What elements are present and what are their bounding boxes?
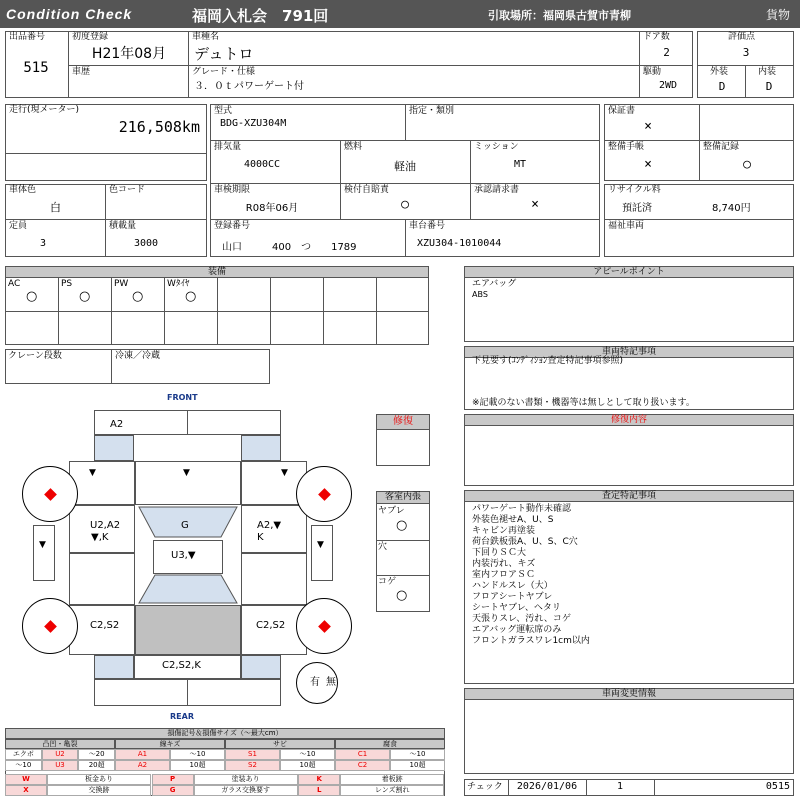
assessment-line: エアバッグ運転席のみ [472, 625, 562, 635]
freezer-label: 冷凍／冷蔵 [115, 351, 161, 361]
approval-label: 承認請求書 [474, 185, 520, 195]
vehicle-name: デュトロ [194, 45, 254, 63]
chassis: XZU304-1010044 [417, 238, 502, 249]
legend-code: L [298, 785, 340, 796]
liability-label: 検付自賠責 [344, 185, 390, 195]
equip-pw-mark: ○ [132, 289, 144, 304]
int-label: 内装 [758, 67, 777, 77]
ext-grade: D [718, 80, 726, 93]
equip-wtire-mark: ○ [185, 289, 197, 304]
legend-cell: C1 [335, 749, 390, 760]
wheel-front-left [22, 466, 78, 522]
part-bed [135, 605, 241, 655]
assessment-line: キャビン再塗装 [472, 526, 536, 536]
mileage-box [5, 104, 207, 181]
load-label: 積載量 [109, 221, 137, 231]
equip-wtire-label: Wﾀｲﾔ [167, 279, 190, 289]
assessment-line: 天張りスレ、汚れ、コゲ [472, 614, 571, 624]
history-label: 車歴 [72, 67, 91, 77]
assessment-line: フロントガラスワレ1cm以内 [472, 636, 590, 646]
chassis-label: 車台番号 [409, 221, 446, 231]
warranty-label: 保証書 [608, 106, 636, 116]
front-label: FRONT [167, 393, 198, 402]
mark-cf: ▼ [183, 468, 190, 478]
part-left-front-fender [69, 461, 135, 505]
part-g: G [181, 520, 189, 531]
equip-ps-mark: ○ [79, 289, 91, 304]
part-c2-rear: C2,S2,K [162, 660, 201, 671]
equip-title: 装備 [5, 266, 429, 278]
fix-label: 修復 [376, 414, 430, 430]
burn-label: コゲ [378, 577, 397, 587]
inspection-expiry: R08年06月 [245, 203, 299, 214]
legend-code-desc: 交換跡 [47, 785, 151, 796]
legend-cell: S2 [225, 760, 280, 771]
spare-existence: 有 [310, 677, 320, 688]
first-reg: H21年08月 [91, 46, 167, 62]
assessment-line: ハンドルスレ（大） [472, 581, 553, 591]
capacity-label: 定員 [9, 221, 28, 231]
doors: 2 [663, 46, 670, 59]
name-label: 車種名 [192, 32, 220, 42]
ext-label: 外装 [710, 67, 729, 77]
part-c2-left: C2,S2 [90, 620, 120, 631]
part-c2-right: C2,S2 [256, 620, 286, 631]
legend-group-2: サビ [225, 739, 335, 749]
color-code-label: 色コード [109, 185, 146, 195]
cabin-label: 客室内張 [376, 491, 430, 504]
wheel-rear-right [296, 598, 352, 654]
mission: MT [513, 159, 527, 170]
special-line: 下見要す(ｺﾝﾃﾞｨｼｮﾝ査定特記事項参照) [472, 356, 624, 366]
plate: 山口 400 つ 1789 [222, 242, 357, 253]
hole-label: 穴 [378, 542, 388, 552]
color-label: 車体色 [9, 185, 37, 195]
welfare-label: 福祉車両 [608, 221, 645, 231]
repair-title: 修復内容 [464, 414, 794, 426]
inspect-label: 車検期限 [214, 185, 251, 195]
legend-cell: 〜10 [390, 749, 445, 760]
plate-label: 登録番号 [214, 221, 251, 231]
tear-mark: ○ [396, 518, 408, 533]
assessment-line: フロアシートヤブレ [472, 592, 553, 602]
legend-cell: 〜10 [170, 749, 225, 760]
assessment-line: 荷台鉄板張A、U、S、C穴 [472, 537, 578, 547]
mileage: 216,508km [118, 118, 200, 136]
legend-cell: 〜10 [5, 760, 42, 771]
legend-cell: 10超 [390, 760, 445, 771]
legend-cell: エクボ [5, 749, 42, 760]
equip-pw-label: PW [114, 279, 129, 289]
drive-label: 駆動 [643, 67, 662, 77]
mark-right-mirror: ▼ [317, 540, 324, 550]
lot-number: 515 [23, 60, 49, 76]
equip-ac-mark: ○ [26, 289, 38, 304]
wheel-front-right [296, 466, 352, 522]
grade-label: グレード・仕様 [192, 67, 256, 77]
part-u2-left: U2,A2 [90, 520, 121, 531]
part-u2-left-b: ▼,K [91, 532, 109, 543]
mark-rf: ▼ [281, 468, 288, 478]
warranty: × [644, 119, 652, 134]
doors-label: ドア数 [643, 32, 670, 42]
spec-label: 指定・類別 [409, 106, 455, 116]
legend-group-1: 線キズ [115, 739, 225, 749]
recycle-label: リサイクル料 [608, 185, 661, 195]
burn-mark: ○ [396, 588, 408, 603]
legend-code-desc: 着板跡 [340, 774, 444, 785]
special-title: 車両特記事項 [464, 346, 794, 358]
crane-label: クレーン段数 [8, 351, 62, 361]
record-label: 整備記録 [703, 142, 740, 152]
check-num: 1 [616, 781, 624, 792]
lot-label: 出品番号 [9, 32, 46, 42]
legend-title: 損傷記号＆損傷サイズ（〜最大cm） [5, 728, 445, 739]
auction-name: 福岡入札会 791回 [192, 7, 329, 25]
model-label: 型式 [214, 106, 233, 116]
legend-group-3: 腐食 [335, 739, 445, 749]
check-date: 2026/01/06 [516, 781, 578, 792]
legend-code-desc: レンズ割れ [340, 785, 444, 796]
part-u3: U3,▼ [171, 550, 196, 561]
assessment-title: 査定特記事項 [464, 490, 794, 502]
assessment-line: 外装色褪せA、U、S [472, 515, 554, 525]
equip-ac-label: AC [8, 279, 21, 289]
mission-label: ミッション [474, 142, 519, 152]
legend-code: G [152, 785, 194, 796]
capacity: 3 [39, 238, 47, 249]
fuel-label: 燃料 [344, 142, 363, 152]
tear-label: ヤブレ [378, 506, 405, 516]
assessment-line: 下回りＳＣ大 [472, 548, 527, 558]
appeal-title: アピールポイント [464, 266, 794, 278]
pickup-location: 引取場所：福岡県古賀市青柳 [488, 9, 631, 22]
recycle-status: 預託済 [622, 203, 652, 214]
model: BDG-XZU304M [220, 118, 287, 129]
mark-left-mirror: ▼ [39, 540, 46, 550]
body-color: 白 [50, 201, 61, 214]
legend-code-desc: 塗装あり [194, 774, 298, 785]
left-mirror [33, 525, 55, 581]
part-a2-right: A2,▼ [257, 520, 282, 531]
legend-cell: A2 [115, 760, 170, 771]
legend-code: K [298, 774, 340, 785]
check-code: 0515 [765, 781, 790, 792]
header-title: Condition Check [6, 6, 133, 22]
record: ○ [743, 157, 751, 172]
displacement: 4000CC [243, 159, 281, 170]
legend-code: X [5, 785, 47, 796]
assessment-line: パワーゲート動作未確認 [472, 504, 572, 514]
legend-cell: 〜20 [78, 749, 115, 760]
load-capacity: 3000 [133, 238, 159, 249]
mark-lf: ▼ [89, 468, 96, 478]
change-box [464, 688, 794, 774]
manual: × [644, 157, 652, 172]
cc-label: 排気量 [214, 142, 242, 152]
legend-code-desc: 板金あり [47, 774, 151, 785]
recycle-fee: 8,740円 [712, 203, 751, 214]
legend-code: W [5, 774, 47, 785]
assessment-line: 室内フロアＳＣ [472, 570, 536, 580]
approval: × [531, 197, 539, 212]
legend-code-desc: ガラス交換要す [194, 785, 298, 796]
part-k-right: K [257, 532, 264, 543]
legend-group-0: 凸凹・亀裂 [5, 739, 115, 749]
legend-cell: 20超 [78, 760, 115, 771]
legend-cell: S1 [225, 749, 280, 760]
legend-code: P [152, 774, 194, 785]
drive: 2WD [658, 80, 678, 91]
legend-cell: A1 [115, 749, 170, 760]
legend-cell: 10超 [170, 760, 225, 771]
rear-label: REAR [170, 712, 194, 721]
assessment-line: シートヤブレ、ヘタリ [472, 603, 561, 613]
check-label: チェック [467, 782, 503, 792]
legend-cell: C2 [335, 760, 390, 771]
legend-cell: 〜10 [280, 749, 335, 760]
mileage-label: 走行(現メーター) [9, 105, 80, 115]
appeal-line-2: ABS [472, 290, 488, 299]
equip-ps-label: PS [61, 279, 73, 289]
special-note: ※記載のない書類・機器等は無しとして取り扱います。 [472, 398, 695, 408]
appeal-line-1: エアバッグ [472, 279, 517, 289]
spare-none: 無 [326, 677, 336, 688]
score: 3 [742, 46, 750, 59]
part-a2-front: A2 [110, 419, 124, 430]
assessment-line: 内装汚れ、キズ [472, 559, 536, 569]
grade: ３．０ｔパワーゲート付 [194, 81, 304, 92]
vehicle-category: 貨物 [766, 8, 791, 22]
first-reg-label: 初度登録 [72, 32, 109, 42]
liability: ○ [401, 197, 409, 212]
change-title: 車両変更情報 [464, 688, 794, 700]
int-grade: D [765, 80, 773, 93]
legend-cell: 10超 [280, 760, 335, 771]
manual-label: 整備手帳 [608, 142, 645, 152]
legend-cell: U2 [42, 749, 79, 760]
fuel: 軽油 [394, 160, 416, 173]
score-label: 評価点 [728, 32, 756, 42]
wheel-rear-left [22, 598, 78, 654]
right-mirror [311, 525, 333, 581]
legend-cell: U3 [42, 760, 79, 771]
